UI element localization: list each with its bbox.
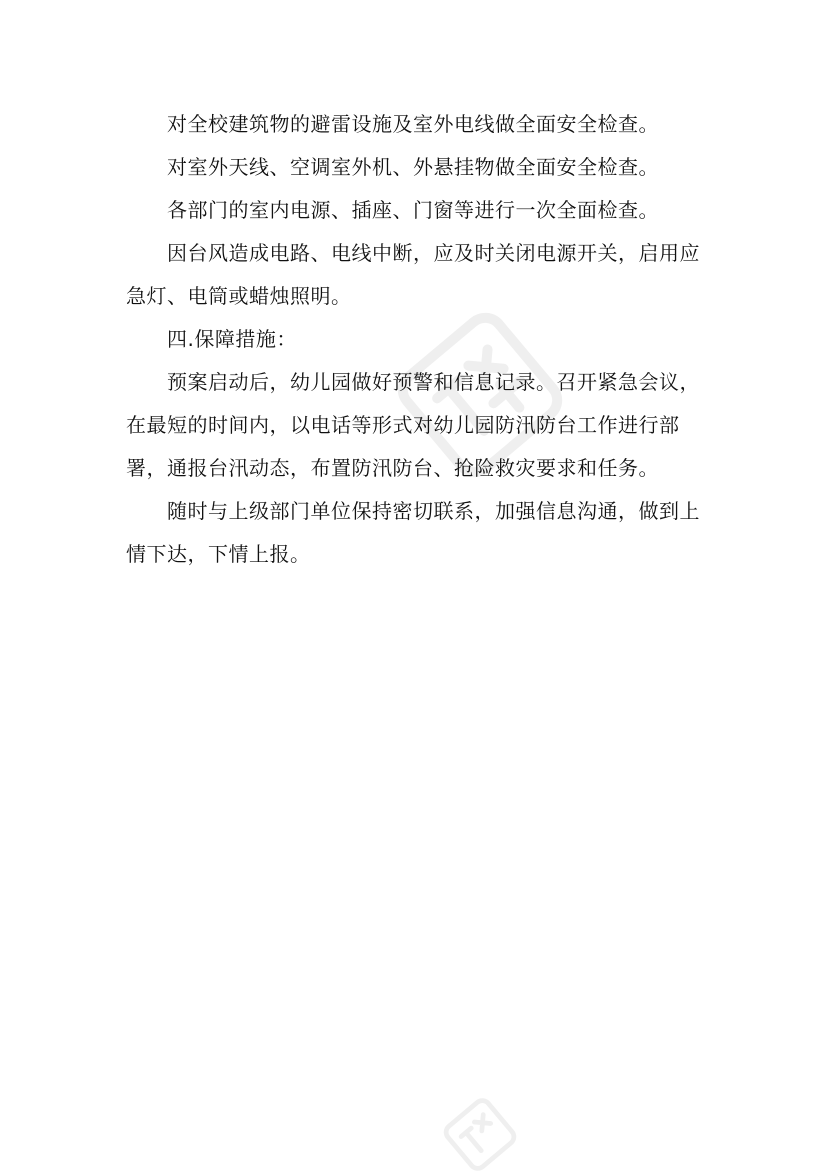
paragraph-power-outage: 因台风造成电路、电线中断，应及时关闭电源开关，启用应急灯、电筒或蜡烛照明。	[126, 241, 700, 308]
paragraph-lightning-check: 对全校建筑物的避雷设施及室外电线做全面安全检查。	[167, 112, 659, 136]
section-heading-safeguards: 四.保障措施：	[167, 327, 297, 351]
watermark-logo-bottom	[405, 1095, 555, 1174]
paragraph-outdoor-check: 对室外天线、空调室外机、外悬挂物做全面安全检查。	[167, 155, 659, 179]
paragraph-indoor-check: 各部门的室内电源、插座、门窗等进行一次全面检查。	[167, 198, 659, 222]
paragraph-plan-activation: 预案启动后，幼儿园做好预警和信息记录。召开紧急会议，在最短的时间内，以电话等形式对幼儿园防汛防台工作进行部署，通报台汛动态，布置防汛防台、抢险救灾要求和任务。	[126, 370, 700, 480]
paragraph-communication: 随时与上级部门单位保持密切联系，加强信息沟通，做到上情下达，下情上报。	[126, 499, 700, 566]
document-body	[126, 103, 720, 576]
